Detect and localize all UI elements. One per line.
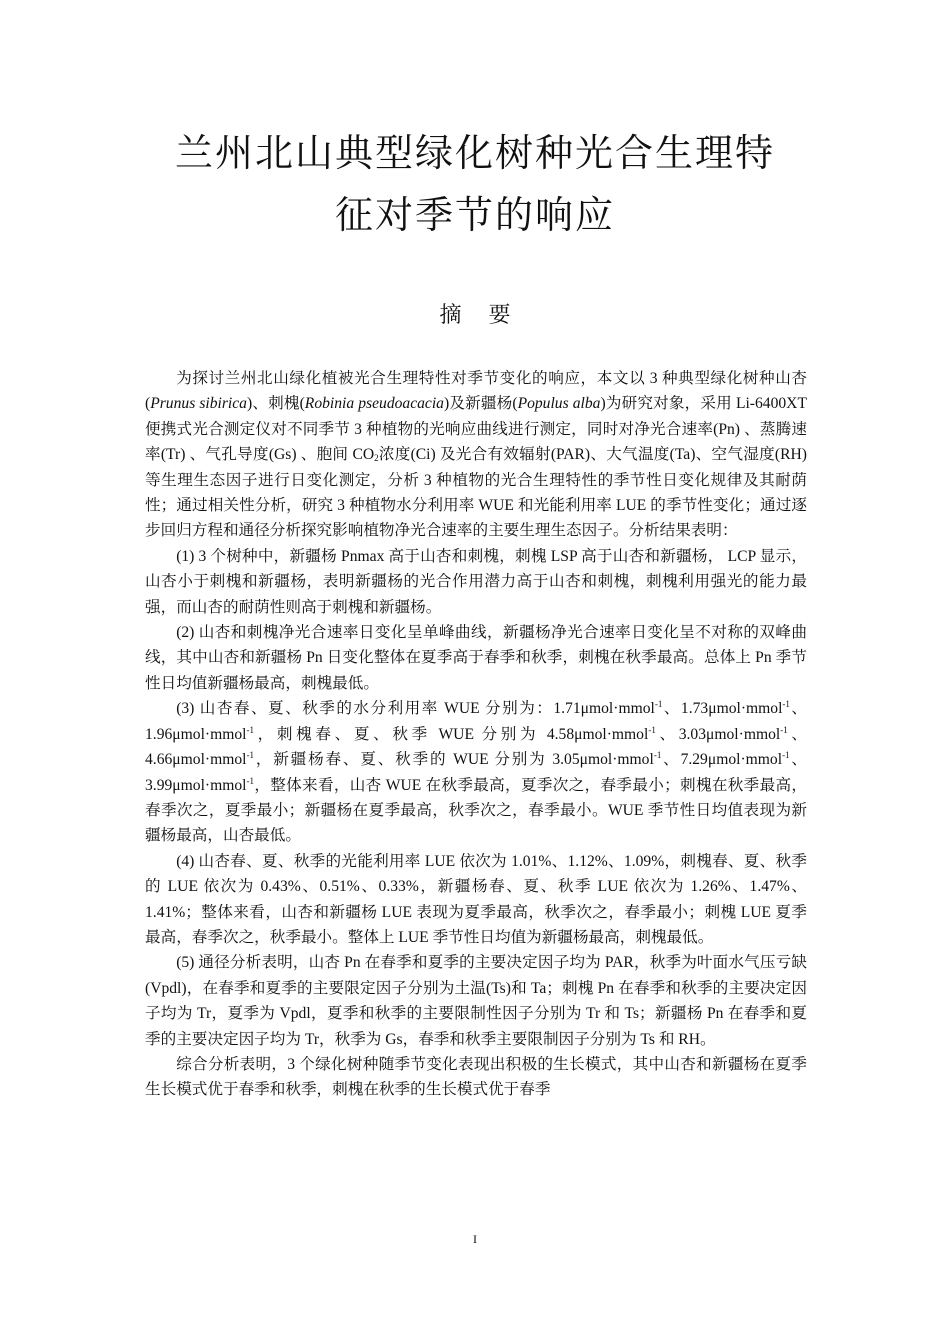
abstract-heading: 摘 要 <box>439 303 521 328</box>
intro-text-3: )及新疆杨( <box>443 395 518 413</box>
finding-2-paragraph: (2) 山杏和刺槐净光合速率日变化呈单峰曲线，新疆杨净光合速率日变化呈不对称的双峰曲线，其中山杏和新疆杨 Pn 日变化整体在夏季高于春季和秋季，刺槐在秋季最高。总体上 Pn 季节性日均值新疆杨最高，刺槐最低。 <box>145 624 807 692</box>
unit-exponent: -1 <box>782 699 790 710</box>
page-number: I <box>473 1232 477 1246</box>
wue-text-1: (3) 山杏春、夏、秋季的水分利用率 WUE 分别为：1.71μmol·mmol <box>176 700 655 718</box>
species-name-robinia: Robinia pseudoacacia <box>304 395 444 413</box>
intro-text-2: )、刺槐( <box>246 395 305 413</box>
abstract-intro-paragraph <box>145 366 807 544</box>
wue-text-9: 、3.99μmol·mmol <box>145 751 807 794</box>
finding-4-paragraph: (4) 山杏春、夏、秋季的光能利用率 LUE 依次为 1.01%、1.12%、1.09%，刺槐春、夏、秋季的 LUE 依次为 0.43%、0.51%、0.33%，新疆杨春、夏、秋季 LUE 依次为 1.26%、1.47%、1.41%；整体来看，山杏和新疆杨 LUE 表现为夏季最高，秋季次之，春季最小；刺槐 LUE 夏季最高，春季次之，秋季最小。整体上 LUE 季节性日均值为新疆杨最高，刺槐最低。 <box>145 852 807 946</box>
intro-text-1: 为探讨兰州北山绿化植被光合生理特性对季节变化的响应，本文以 3 种典型绿化树种山杏( <box>145 370 807 413</box>
finding-3-paragraph <box>145 696 807 848</box>
paper-title <box>140 122 810 246</box>
wue-text-7: ，新疆杨春、夏、秋季的 WUE 分别为 3.05μmol·mmol <box>254 751 654 769</box>
wue-text-8: 、7.29μmol·mmol <box>661 751 783 769</box>
conclusion-paragraph: 综合分析表明，3 个绿化树种随季节变化表现出积极的生长模式，其中山杏和新疆杨在夏季生长模式优于春季和秋季，刺槐在秋季的生长模式优于春季 <box>145 1055 807 1099</box>
paper-title-line-2: 征对季节的响应 <box>334 193 615 237</box>
intro-text-5: 浓度(Ci) 及光合有效辐射(PAR)、大气温度(Ta)、空气湿度(RH)等生理生态因子进行日变化测定，分析 3 种植物的光合生理特性的季节性日变化规律及其耐荫性；通过相关性分析，研究 3 种植物水分利用率 WUE 和光能利用率 LUE 的季节性变化；通过逐步回归方程和通径分析探究影响植物净光合速率的主要生理生态因子。分析结果表明： <box>145 446 807 540</box>
co2-subscript: 2 <box>374 453 379 464</box>
wue-text-2: 、1.73μmol·mmol <box>662 700 783 718</box>
species-name-populus: Populus alba <box>517 395 601 413</box>
wue-text-4: ，刺槐春、夏、秋季 WUE 分别为 4.58μmol·mmol <box>254 725 649 743</box>
wue-text-5: 、3.03μmol·mmol <box>655 725 781 743</box>
species-name-prunus: Prunus sibirica <box>150 395 247 413</box>
unit-exponent: -1 <box>246 775 254 786</box>
abstract-body <box>145 366 807 1103</box>
unit-exponent: -1 <box>780 724 788 735</box>
unit-exponent: -1 <box>246 724 254 735</box>
finding-1-paragraph: (1) 3 个树种中，新疆杨 Pnmax 高于山杏和刺槐，刺槐 LSP 高于山杏和新疆杨， LCP 显示，山杏小于刺槐和新疆杨，表明新疆杨的光合作用潜力高于山杏和刺槐，刺槐利用强光的能力最强，而山杏的耐荫性则高于刺槐和新疆杨。 <box>145 547 807 616</box>
unit-exponent: -1 <box>653 750 662 761</box>
wue-text-3: 、1.96μmol·mmol <box>145 700 807 743</box>
paper-title-line-1: 兰州北山典型绿化树种光合生理特 <box>174 131 775 175</box>
wue-text-10: ，整体来看，山杏 WUE 在秋季最高，夏季次之，春季最小；刺槐在秋季最高，春季次之，夏季最小；新疆杨在夏季最高，秋季次之，春季最小。WUE 季节性日均值表现为新疆杨最高，山杏最低。 <box>145 776 807 845</box>
unit-exponent: -1 <box>654 699 663 710</box>
unit-exponent: -1 <box>648 724 656 735</box>
intro-text-4: )为研究对象，采用 Li-6400XT 便携式光合测定仪对不同季节 3 种植物的光响应曲线进行测定，同时对净光合速率(Pn) 、蒸腾速率(Tr) 、气孔导度(Gs) 、胞间 CO <box>145 395 807 464</box>
wue-text-6: 、4.66μmol·mmol <box>145 725 807 769</box>
finding-5-paragraph: (5) 通径分析表明，山杏 Pn 在春季和夏季的主要决定因子均为 PAR，秋季为叶面水气压亏缺(Vpdl)，在春季和夏季的主要限定因子分别为土温(Ts)和 Ta；刺槐 Pn 在春季和秋季的主要决定因子均为 Tr，夏季为 Vpdl，夏季和秋季的主要限制性因子分别为 Tr 和 Ts；新疆杨 Pn 在春季和夏季的主要决定因子均为 Tr，秋季为 Gs，春季和秋季主要限制因子分别为 Ts 和 RH。 <box>145 954 807 1048</box>
unit-exponent: -1 <box>782 750 790 761</box>
unit-exponent: -1 <box>246 750 254 761</box>
